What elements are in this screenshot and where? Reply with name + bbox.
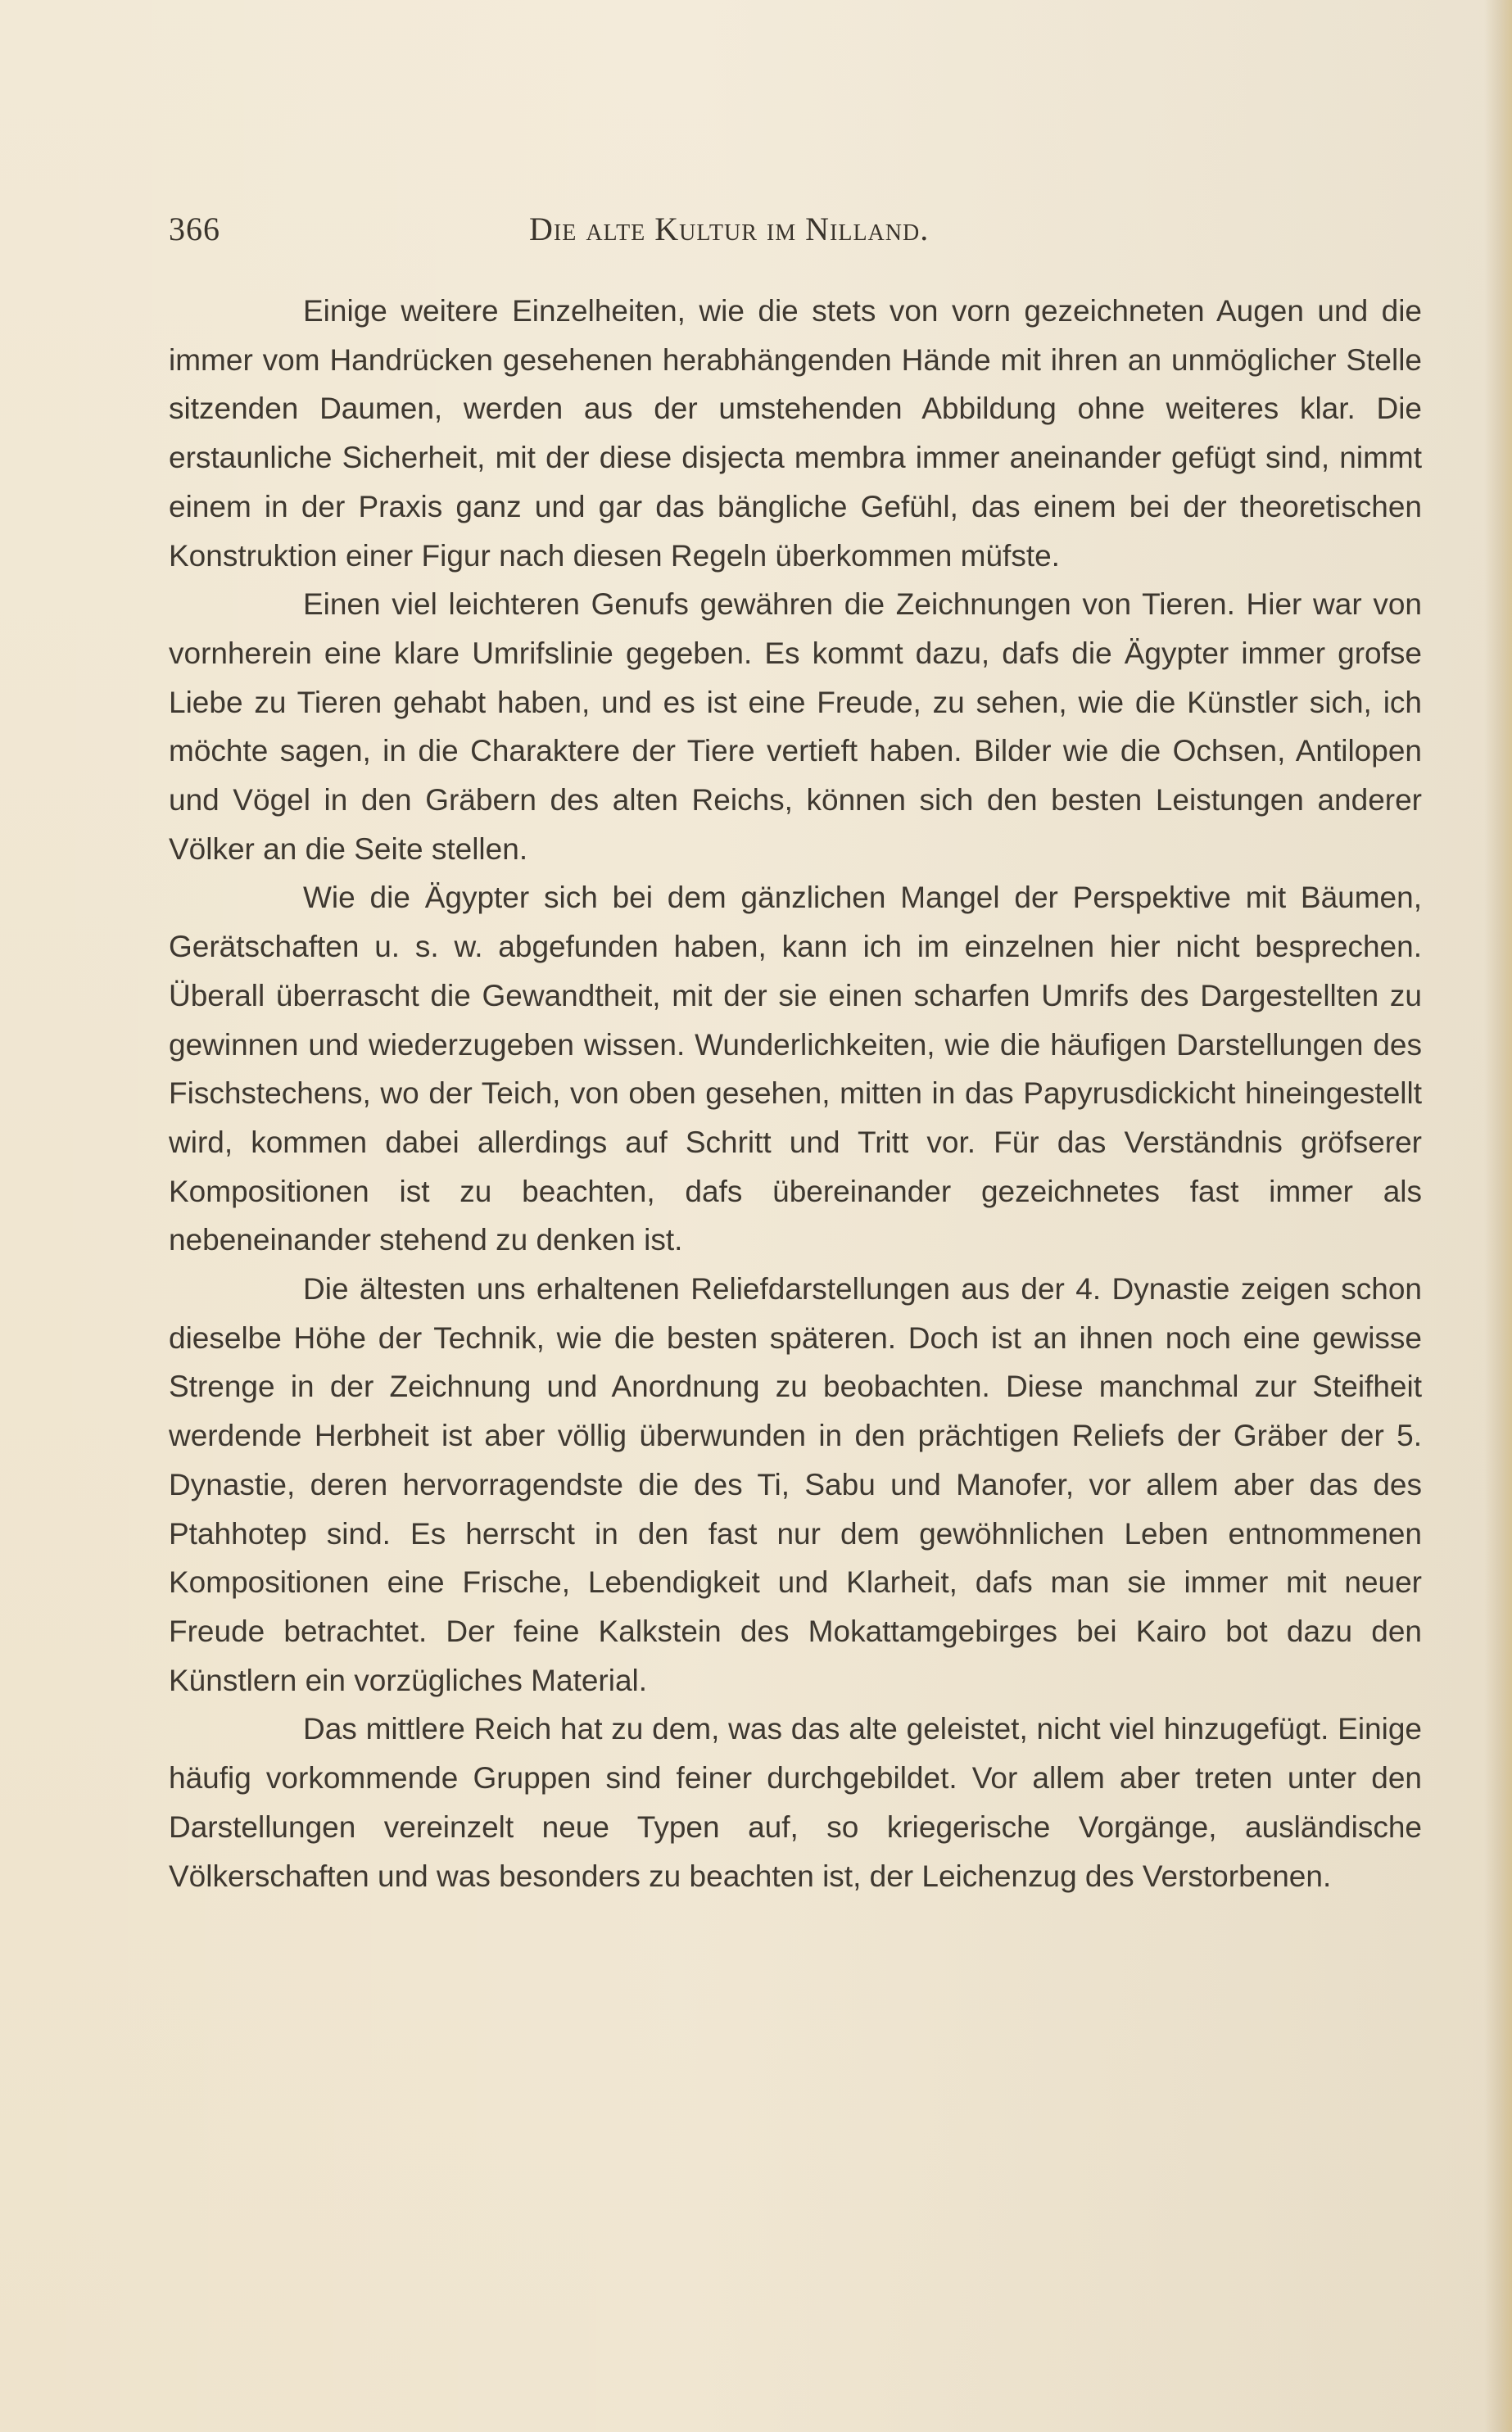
- page-edge-shadow: [1484, 0, 1512, 2432]
- page-header: [169, 210, 1070, 259]
- paragraph: Das mittlere Reich hat zu dem, was das alte geleistet, nicht viel hinzugefügt. Einige häufig vorkommende Gruppen sind feiner durchgebildet. Vor allem aber treten unter den Darstellungen vereinzelt neue Typen auf, so kriegerische Vorgänge, ausländische Völkerschaften und was besonders zu beachten ist, der Leichenzug des Verstorbenen.: [169, 1712, 1422, 1893]
- page-number: 366: [169, 211, 220, 247]
- paragraph: Wie die Ägypter sich bei dem gänzlichen Mangel der Perspektive mit Bäumen, Gerätschaften u. s. w. abgefunden haben, kann ich im einzelnen hier nicht besprechen. Überall überrascht die Gewandtheit, mit der sie einen scharfen Umrifs des Dargestellten zu gewinnen und wiederzugeben wissen. Wunderlichkeiten, wie die häufigen Darstellungen des Fischstechens, wo der Teich, von oben gesehen, mitten in das Papyrusdickicht hineingestellt wird, kommen dabei allerdings auf Schritt und Tritt vor. Für das Verständnis gröfserer Kompositionen ist zu beachten, dafs übereinander gezeichnetes fast immer als nebeneinander stehend zu denken ist.: [169, 881, 1422, 1257]
- body-text: [169, 287, 1422, 1900]
- paragraph: Einen viel leichteren Genufs gewähren die Zeichnungen von Tieren. Hier war von vornherein eine klare Umrifslinie gegeben. Es kommt dazu, dafs die Ägypter immer grofse Liebe zu Tieren gehabt haben, und es ist eine Freude, zu sehen, wie die Künstler sich, ich möchte sagen, in die Charaktere der Tiere vertieft haben. Bilder wie die Ochsen, Antilopen und Vögel in den Gräbern des alten Reichs, können sich den besten Leistungen anderer Völker an die Seite stellen.: [169, 587, 1422, 866]
- paragraph: Einige weitere Einzelheiten, wie die stets von vorn gezeichneten Augen und die immer vom Handrücken gesehenen herabhängenden Hände mit ihren an unmöglicher Stelle sitzenden Daumen, werden aus der umstehenden Abbildung ohne weiteres klar. Die erstaunliche Sicherheit, mit der diese disjecta membra immer aneinander gefügt sind, nimmt einem in der Praxis ganz und gar das bängliche Gefühl, das einem bei der theoretischen Konstruktion einer Figur nach diesen Regeln überkommen müfste.: [169, 294, 1422, 573]
- paragraph: Die ältesten uns erhaltenen Reliefdarstellungen aus der 4. Dynastie zeigen schon dieselbe Höhe der Technik, wie die besten späteren. Doch ist an ihnen noch eine gewisse Strenge in der Zeichnung und Anordnung zu beobachten. Diese manchmal zur Steifheit werdende Herbheit ist aber völlig überwunden in den prächtigen Reliefs der Gräber der 5. Dynastie, deren hervorragendste die des Ti, Sabu und Manofer, vor allem aber das des Ptahhotep sind. Es herrscht in den fast nur dem gewöhnlichen Leben entnommenen Kompositionen eine Frische, Lebendigkeit und Klarheit, dafs man sie immer mit neuer Freude betrachtet. Der feine Kalkstein des Mokattamgebirges bei Kairo bot dazu den Künstlern ein vorzügliches Material.: [169, 1272, 1422, 1697]
- running-title: Die alte Kultur im Nilland.: [529, 211, 930, 247]
